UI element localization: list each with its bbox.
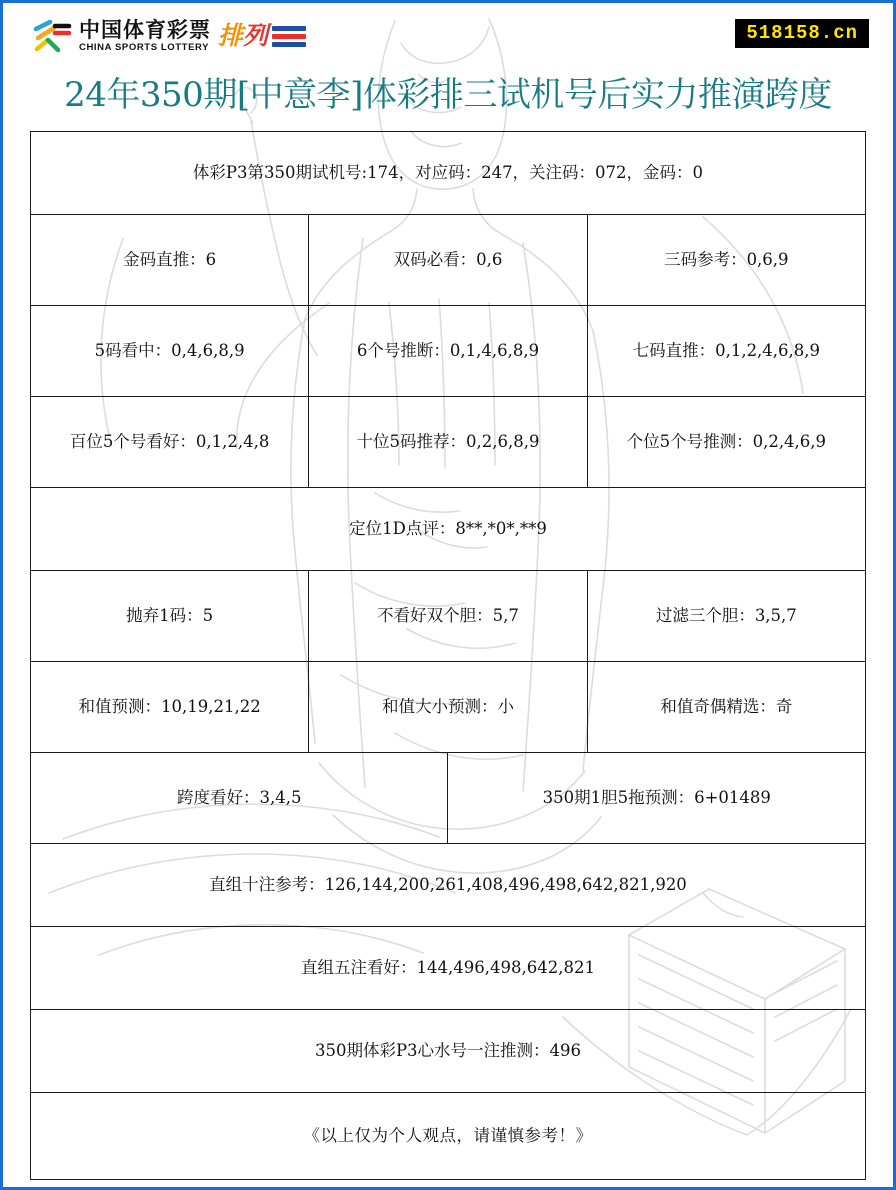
cell-sum-size: 和值大小预测：小 — [309, 662, 587, 753]
cell-sum-parity: 和值奇偶精选：奇 — [587, 662, 865, 753]
table-row — [31, 1010, 866, 1093]
cell-triple-code: 三码参考：0,6,9 — [587, 215, 865, 306]
cell-sum-prediction: 和值预测：10,19,21,22 — [31, 662, 309, 753]
site-url-badge: 518158.cn — [735, 19, 869, 48]
sports-lottery-emblem-icon — [31, 16, 75, 56]
table-row — [31, 662, 866, 753]
cell-single-bet-prediction: 350期体彩P3心水号一注推测：496 — [31, 1010, 866, 1093]
cell-discard-one: 抛弃1码：5 — [31, 571, 309, 662]
cell-positional-1d-review: 定位1D点评：8**,*0*,**9 — [31, 488, 866, 571]
brand-bars-icon — [272, 23, 306, 49]
cell-double-code: 双码必看：0,6 — [309, 215, 587, 306]
cell-disclaimer: 《以上仅为个人观点，请谨慎参考！》 — [31, 1093, 866, 1180]
lottery-logo — [31, 13, 306, 59]
cell-six-code: 6个号推断：0,1,4,6,8,9 — [309, 306, 587, 397]
logo-chinese-name: 中国体育彩票 — [79, 17, 211, 42]
pailie-san-brand — [218, 15, 306, 57]
page-header — [3, 3, 893, 73]
cell-seven-code: 七码直推：0,1,2,4,6,8,9 — [587, 306, 865, 397]
cell-one-anchor-five-drag: 350期1胆5拖预测：6+01489 — [448, 753, 866, 844]
cell-unfavored-pair: 不看好双个胆：5,7 — [309, 571, 587, 662]
table-row — [31, 571, 866, 662]
table-row — [31, 753, 866, 844]
cell-filter-three: 过滤三个胆：3,5,7 — [587, 571, 865, 662]
table-row — [31, 215, 866, 306]
table-row — [31, 844, 866, 927]
table-row — [31, 1093, 866, 1180]
table-row — [31, 132, 866, 215]
cell-five-code: 5码看中：0,4,6,8,9 — [31, 306, 309, 397]
logo-text-block — [79, 15, 211, 57]
cell-ten-bets-reference: 直组十注参考：126,144,200,261,408,496,498,642,821,920 — [31, 844, 866, 927]
cell-gold-code: 金码直推：6 — [31, 215, 309, 306]
brand-char-pai: 排 — [218, 21, 244, 50]
page-title: 24年350期[中意李]体彩排三试机号后实力推演跨度 — [64, 75, 832, 115]
logo-english-name: CHINA SPORTS LOTTERY — [79, 41, 210, 53]
table-row — [31, 397, 866, 488]
cell-test-number-summary: 体彩P3第350期试机号:174，对应码：247，关注码：072，金码：0 — [31, 132, 866, 215]
table-row — [31, 927, 866, 1010]
cell-units-digit: 个位5个号推测：0,2,4,6,9 — [587, 397, 865, 488]
cell-span-favored: 跨度看好：3,4,5 — [31, 753, 448, 844]
prediction-table — [30, 131, 866, 1180]
cell-hundreds-digit: 百位5个号看好：0,1,2,4,8 — [31, 397, 309, 488]
brand-char-lie: 列 — [243, 21, 269, 50]
cell-tens-digit: 十位5码推荐：0,2,6,8,9 — [309, 397, 587, 488]
cell-five-bets-favored: 直组五注看好：144,496,498,642,821 — [31, 927, 866, 1010]
table-row — [31, 306, 866, 397]
table-row — [31, 488, 866, 571]
